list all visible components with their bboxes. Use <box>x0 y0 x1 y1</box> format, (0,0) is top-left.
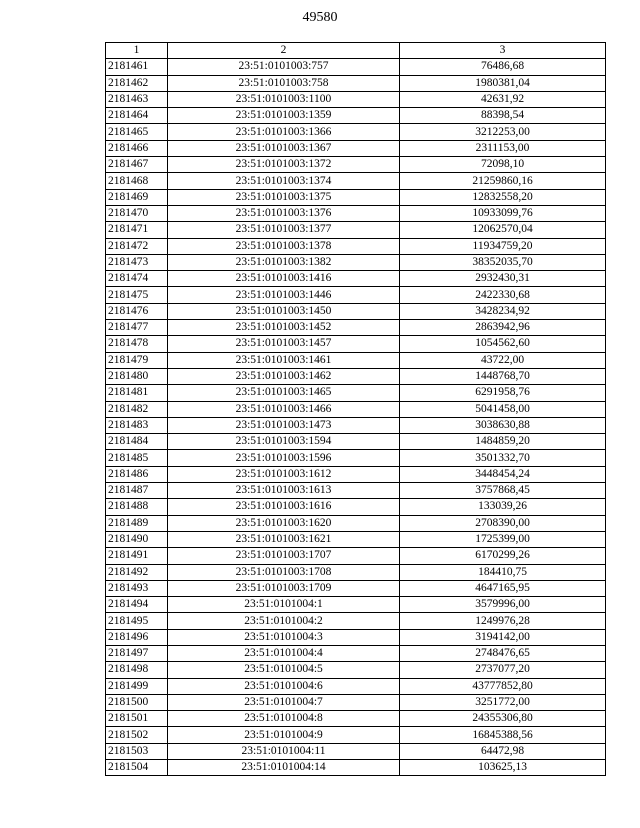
table-row <box>106 368 606 384</box>
value-cell: 6170299,26 <box>400 548 606 564</box>
row-number-cell: 2181478 <box>106 336 168 352</box>
value-cell: 43777852,80 <box>400 678 606 694</box>
row-number-cell: 2181497 <box>106 645 168 661</box>
table-row <box>106 629 606 645</box>
table-row <box>106 108 606 124</box>
row-number-cell: 2181494 <box>106 597 168 613</box>
cadastral-number-cell: 23:51:0101003:1709 <box>168 580 400 596</box>
row-number-cell: 2181471 <box>106 222 168 238</box>
row-number-cell: 2181491 <box>106 548 168 564</box>
value-cell: 72098,10 <box>400 157 606 173</box>
row-number-cell: 2181466 <box>106 140 168 156</box>
cadastral-number-cell: 23:51:0101003:1457 <box>168 336 400 352</box>
cadastral-number-cell: 23:51:0101003:1375 <box>168 189 400 205</box>
table-row <box>106 580 606 596</box>
table-row <box>106 59 606 75</box>
cadastral-number-cell: 23:51:0101003:1359 <box>168 108 400 124</box>
row-number-cell: 2181492 <box>106 564 168 580</box>
row-number-cell: 2181502 <box>106 727 168 743</box>
cadastral-number-cell: 23:51:0101004:11 <box>168 743 400 759</box>
row-number-cell: 2181463 <box>106 91 168 107</box>
table-row <box>106 711 606 727</box>
value-cell: 11934759,20 <box>400 238 606 254</box>
table-row <box>106 124 606 140</box>
table-row <box>106 189 606 205</box>
cadastral-number-cell: 23:51:0101004:9 <box>168 727 400 743</box>
table-row <box>106 401 606 417</box>
row-number-cell: 2181483 <box>106 417 168 433</box>
value-cell: 3757868,45 <box>400 483 606 499</box>
value-cell: 1484859,20 <box>400 434 606 450</box>
cadastral-number-cell: 23:51:0101003:1708 <box>168 564 400 580</box>
table-row <box>106 515 606 531</box>
table-row <box>106 727 606 743</box>
row-number-cell: 2181473 <box>106 254 168 270</box>
value-cell: 64472,98 <box>400 743 606 759</box>
cadastral-number-cell: 23:51:0101004:6 <box>168 678 400 694</box>
cadastral-number-cell: 23:51:0101003:757 <box>168 59 400 75</box>
value-cell: 10933099,76 <box>400 205 606 221</box>
row-number-cell: 2181469 <box>106 189 168 205</box>
value-cell: 1448768,70 <box>400 368 606 384</box>
cadastral-number-cell: 23:51:0101003:1707 <box>168 548 400 564</box>
value-cell: 12832558,20 <box>400 189 606 205</box>
row-number-cell: 2181484 <box>106 434 168 450</box>
row-number-cell: 2181475 <box>106 287 168 303</box>
row-number-cell: 2181500 <box>106 694 168 710</box>
table-row <box>106 173 606 189</box>
cadastral-number-cell: 23:51:0101003:1367 <box>168 140 400 156</box>
table-row <box>106 499 606 515</box>
table-row <box>106 743 606 759</box>
column-header-2: 2 <box>168 43 400 59</box>
row-number-cell: 2181499 <box>106 678 168 694</box>
row-number-cell: 2181496 <box>106 629 168 645</box>
table-row <box>106 157 606 173</box>
table-row <box>106 91 606 107</box>
row-number-cell: 2181482 <box>106 401 168 417</box>
value-cell: 3448454,24 <box>400 466 606 482</box>
value-cell: 2311153,00 <box>400 140 606 156</box>
cadastral-number-cell: 23:51:0101003:1462 <box>168 368 400 384</box>
cadastral-table <box>105 42 606 776</box>
cadastral-number-cell: 23:51:0101004:14 <box>168 760 400 776</box>
cadastral-number-cell: 23:51:0101004:4 <box>168 645 400 661</box>
table-row <box>106 597 606 613</box>
column-header-1: 1 <box>106 43 168 59</box>
value-cell: 1980381,04 <box>400 75 606 91</box>
row-number-cell: 2181474 <box>106 271 168 287</box>
table-row <box>106 466 606 482</box>
table-row <box>106 140 606 156</box>
row-number-cell: 2181503 <box>106 743 168 759</box>
table-row <box>106 645 606 661</box>
table-row <box>106 531 606 547</box>
table-row <box>106 564 606 580</box>
cadastral-number-cell: 23:51:0101003:1466 <box>168 401 400 417</box>
table-row <box>106 352 606 368</box>
row-number-cell: 2181486 <box>106 466 168 482</box>
cadastral-number-cell: 23:51:0101004:3 <box>168 629 400 645</box>
cadastral-number-cell: 23:51:0101003:1366 <box>168 124 400 140</box>
value-cell: 24355306,80 <box>400 711 606 727</box>
row-number-cell: 2181479 <box>106 352 168 368</box>
value-cell: 16845388,56 <box>400 727 606 743</box>
cadastral-number-cell: 23:51:0101004:2 <box>168 613 400 629</box>
row-number-cell: 2181467 <box>106 157 168 173</box>
table-row <box>106 450 606 466</box>
column-header-3: 3 <box>400 43 606 59</box>
table-row <box>106 271 606 287</box>
cadastral-number-cell: 23:51:0101003:758 <box>168 75 400 91</box>
cadastral-number-cell: 23:51:0101003:1450 <box>168 303 400 319</box>
table-row <box>106 205 606 221</box>
value-cell: 2422330,68 <box>400 287 606 303</box>
value-cell: 3212253,00 <box>400 124 606 140</box>
cadastral-number-cell: 23:51:0101004:8 <box>168 711 400 727</box>
cadastral-number-cell: 23:51:0101004:5 <box>168 662 400 678</box>
table-row <box>106 303 606 319</box>
table-row <box>106 548 606 564</box>
cadastral-number-cell: 23:51:0101003:1372 <box>168 157 400 173</box>
value-cell: 103625,13 <box>400 760 606 776</box>
value-cell: 2748476,65 <box>400 645 606 661</box>
table-row <box>106 385 606 401</box>
cadastral-number-cell: 23:51:0101003:1473 <box>168 417 400 433</box>
table-header-row <box>106 43 606 59</box>
value-cell: 3579996,00 <box>400 597 606 613</box>
value-cell: 12062570,04 <box>400 222 606 238</box>
value-cell: 1249976,28 <box>400 613 606 629</box>
value-cell: 1725399,00 <box>400 531 606 547</box>
cadastral-number-cell: 23:51:0101003:1620 <box>168 515 400 531</box>
table-row <box>106 613 606 629</box>
cadastral-number-cell: 23:51:0101003:1594 <box>168 434 400 450</box>
value-cell: 3501332,70 <box>400 450 606 466</box>
cadastral-number-cell: 23:51:0101003:1616 <box>168 499 400 515</box>
cadastral-number-cell: 23:51:0101003:1376 <box>168 205 400 221</box>
value-cell: 6291958,76 <box>400 385 606 401</box>
table-row <box>106 678 606 694</box>
value-cell: 3428234,92 <box>400 303 606 319</box>
table-row <box>106 434 606 450</box>
cadastral-number-cell: 23:51:0101003:1452 <box>168 320 400 336</box>
row-number-cell: 2181464 <box>106 108 168 124</box>
cadastral-number-cell: 23:51:0101003:1374 <box>168 173 400 189</box>
value-cell: 21259860,16 <box>400 173 606 189</box>
value-cell: 3038630,88 <box>400 417 606 433</box>
value-cell: 88398,54 <box>400 108 606 124</box>
cadastral-number-cell: 23:51:0101003:1461 <box>168 352 400 368</box>
value-cell: 2708390,00 <box>400 515 606 531</box>
row-number-cell: 2181480 <box>106 368 168 384</box>
cadastral-number-cell: 23:51:0101004:7 <box>168 694 400 710</box>
value-cell: 2737077,20 <box>400 662 606 678</box>
cadastral-number-cell: 23:51:0101003:1621 <box>168 531 400 547</box>
cadastral-number-cell: 23:51:0101004:1 <box>168 597 400 613</box>
cadastral-number-cell: 23:51:0101003:1596 <box>168 450 400 466</box>
table-row <box>106 287 606 303</box>
row-number-cell: 2181504 <box>106 760 168 776</box>
row-number-cell: 2181481 <box>106 385 168 401</box>
cadastral-number-cell: 23:51:0101003:1612 <box>168 466 400 482</box>
row-number-cell: 2181476 <box>106 303 168 319</box>
row-number-cell: 2181477 <box>106 320 168 336</box>
row-number-cell: 2181472 <box>106 238 168 254</box>
row-number-cell: 2181461 <box>106 59 168 75</box>
table-row <box>106 222 606 238</box>
value-cell: 3251772,00 <box>400 694 606 710</box>
table-row <box>106 417 606 433</box>
table-row <box>106 336 606 352</box>
value-cell: 3194142,00 <box>400 629 606 645</box>
value-cell: 76486,68 <box>400 59 606 75</box>
cadastral-number-cell: 23:51:0101003:1613 <box>168 483 400 499</box>
table-row <box>106 320 606 336</box>
value-cell: 4647165,95 <box>400 580 606 596</box>
value-cell: 42631,92 <box>400 91 606 107</box>
cadastral-number-cell: 23:51:0101003:1100 <box>168 91 400 107</box>
table-body <box>106 43 606 776</box>
value-cell: 133039,26 <box>400 499 606 515</box>
cadastral-number-cell: 23:51:0101003:1382 <box>168 254 400 270</box>
row-number-cell: 2181470 <box>106 205 168 221</box>
cadastral-number-cell: 23:51:0101003:1377 <box>168 222 400 238</box>
row-number-cell: 2181468 <box>106 173 168 189</box>
table-row <box>106 760 606 776</box>
row-number-cell: 2181488 <box>106 499 168 515</box>
value-cell: 43722,00 <box>400 352 606 368</box>
value-cell: 38352035,70 <box>400 254 606 270</box>
row-number-cell: 2181465 <box>106 124 168 140</box>
value-cell: 1054562,60 <box>400 336 606 352</box>
cadastral-number-cell: 23:51:0101003:1465 <box>168 385 400 401</box>
value-cell: 184410,75 <box>400 564 606 580</box>
table-row <box>106 254 606 270</box>
table-row <box>106 694 606 710</box>
table-row <box>106 75 606 91</box>
table-row <box>106 238 606 254</box>
row-number-cell: 2181490 <box>106 531 168 547</box>
cadastral-number-cell: 23:51:0101003:1446 <box>168 287 400 303</box>
row-number-cell: 2181501 <box>106 711 168 727</box>
page-number: 49580 <box>302 10 338 25</box>
value-cell: 5041458,00 <box>400 401 606 417</box>
cadastral-number-cell: 23:51:0101003:1378 <box>168 238 400 254</box>
row-number-cell: 2181498 <box>106 662 168 678</box>
value-cell: 2932430,31 <box>400 271 606 287</box>
row-number-cell: 2181495 <box>106 613 168 629</box>
row-number-cell: 2181462 <box>106 75 168 91</box>
table-row <box>106 662 606 678</box>
row-number-cell: 2181487 <box>106 483 168 499</box>
row-number-cell: 2181493 <box>106 580 168 596</box>
table-row <box>106 483 606 499</box>
value-cell: 2863942,96 <box>400 320 606 336</box>
cadastral-number-cell: 23:51:0101003:1416 <box>168 271 400 287</box>
row-number-cell: 2181485 <box>106 450 168 466</box>
row-number-cell: 2181489 <box>106 515 168 531</box>
